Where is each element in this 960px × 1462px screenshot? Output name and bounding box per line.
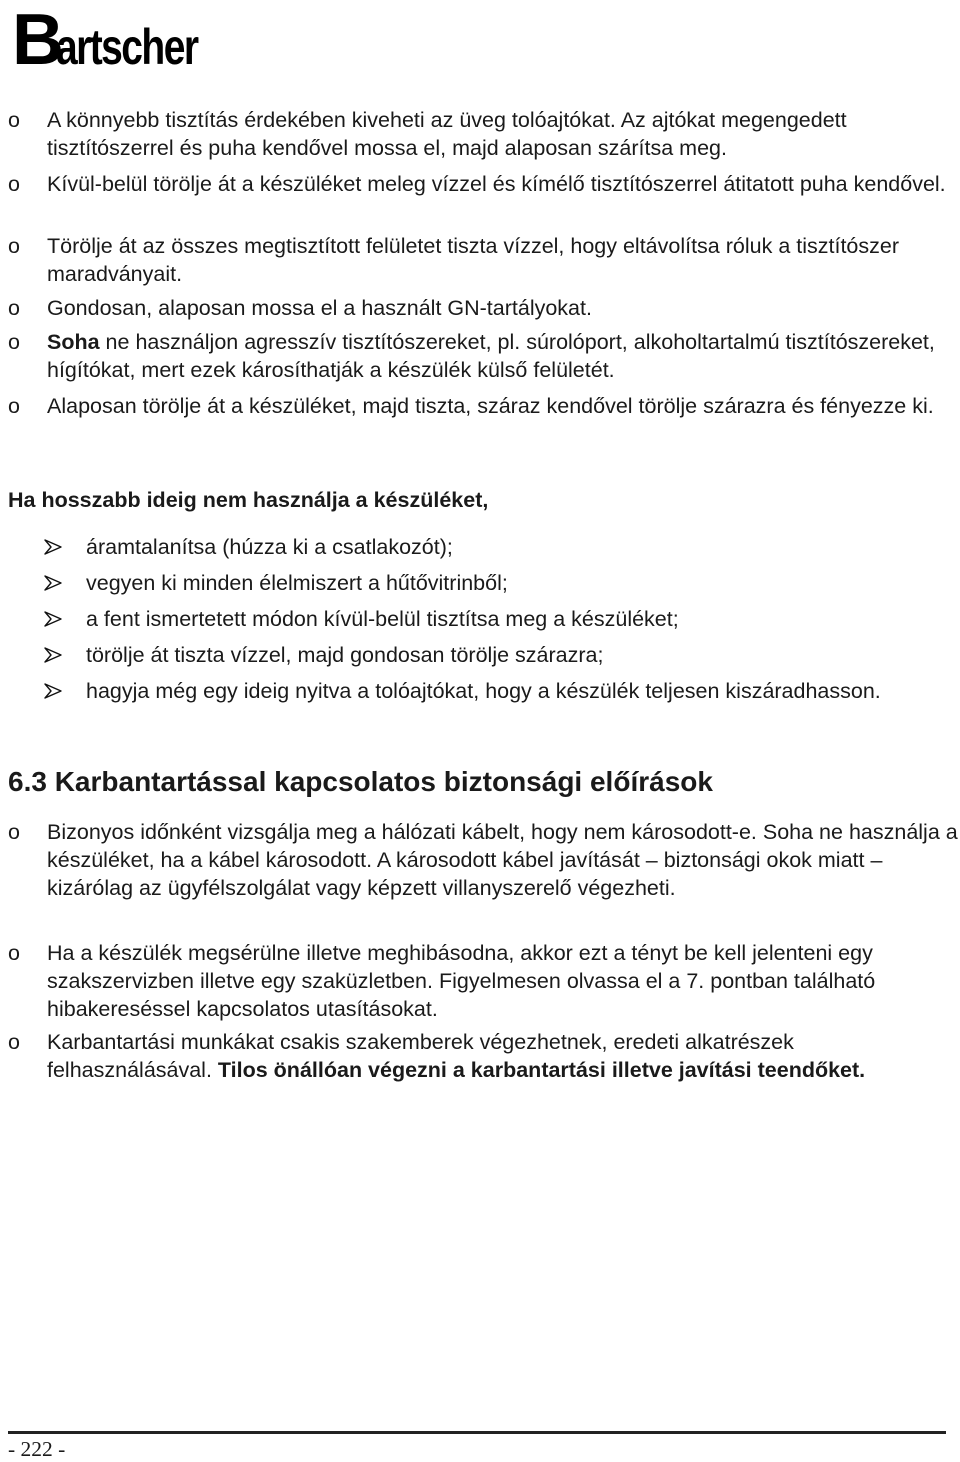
list-item-text: Törölje át az összes megtisztított felületet tiszta vízzel, hogy eltávolítsa róluk a tisztítószer maradványait. bbox=[47, 234, 899, 286]
bullet-marker: o bbox=[8, 394, 20, 418]
bullet-marker: o bbox=[8, 1030, 20, 1054]
bullet-marker: o bbox=[8, 296, 20, 320]
list-item-text: a fent ismertetett módon kívül-belül tisztítsa meg a készüléket; bbox=[86, 607, 679, 631]
arrow-bullet-icon bbox=[44, 539, 62, 555]
list-item-text: Bizonyos időnként vizsgálja meg a hálózati kábelt, hogy nem károsodott-e. Soha ne használja a készüléket, ha a kábel károsodott. A károsodott kábel javítását – biztonsági okok miatt – kizárólag az ügyfélszolgálat vagy képzett villanyszerelő végezheti. bbox=[47, 820, 958, 900]
arrow-bullet-icon bbox=[44, 647, 62, 663]
bullet-marker: o bbox=[8, 941, 20, 965]
bullet-marker: o bbox=[8, 172, 20, 196]
arrow-bullet-icon bbox=[44, 575, 62, 591]
list-item bbox=[8, 818, 958, 939]
bullet-marker: o bbox=[8, 108, 20, 132]
cleaning-list bbox=[8, 106, 958, 452]
list-item bbox=[44, 533, 944, 569]
bullet-marker: o bbox=[8, 820, 20, 844]
list-item bbox=[8, 1028, 958, 1088]
list-item bbox=[44, 569, 944, 605]
arrow-bullet-icon bbox=[44, 683, 62, 699]
page-number: - 222 - bbox=[8, 1437, 66, 1461]
list-item bbox=[44, 677, 944, 705]
logo-initial: B bbox=[12, 0, 62, 80]
logo-wordmark: artscher bbox=[56, 19, 198, 75]
arrow-bullet-icon bbox=[44, 611, 62, 627]
list-item-text: áramtalanítsa (húzza ki a csatlakozót); bbox=[86, 535, 453, 559]
list-item-bold: Soha bbox=[47, 330, 100, 354]
list-item-text: A könnyebb tisztítás érdekében kiveheti az üveg tolóajtókat. Az ajtókat megengedett tisztítószerrel és puha kendővel mossa el, majd alaposan szárítsa meg. bbox=[47, 108, 847, 160]
list-item-text: törölje át tiszta vízzel, majd gondosan törölje szárazra; bbox=[86, 643, 604, 667]
list-item-text: vegyen ki minden élelmiszert a hűtővitrinből; bbox=[86, 571, 508, 595]
list-item bbox=[8, 939, 958, 1028]
list-item bbox=[8, 232, 958, 294]
maintenance-list bbox=[8, 818, 958, 1088]
bartscher-logo bbox=[12, 0, 237, 80]
long-term-list bbox=[44, 533, 944, 705]
section-title: 6.3 Karbantartással kapcsolatos biztonsági előírások bbox=[8, 766, 713, 797]
list-item-text: Karbantartási munkákat csakis szakemberek végezhetnek, eredeti alkatrészek felhasználásával. bbox=[47, 1030, 794, 1082]
bullet-marker: o bbox=[8, 234, 20, 258]
list-item bbox=[8, 294, 958, 328]
list-item bbox=[8, 392, 958, 452]
list-item bbox=[44, 641, 944, 677]
long-term-heading: Ha hosszabb ideig nem használja a készüléket, bbox=[8, 488, 489, 512]
list-item bbox=[8, 170, 958, 232]
list-item-text: Ha a készülék megsérülne illetve meghibásodna, akkor ezt a tényt be kell jelenteni egy szakszervizben illetve egy szaküzletben. Figyelmesen olvassa el a 7. pontban található hibakereséssel kapcsolatos utasításokat. bbox=[47, 941, 876, 1021]
list-item bbox=[44, 605, 944, 641]
list-item-bold: Tilos önállóan végezni a karbantartási illetve javítási teendőket. bbox=[217, 1058, 866, 1082]
list-item-text: ne használjon agresszív tisztítószereket, pl. súrolóport, alkoholtartalmú tisztítószereket, hígítókat, mert ezek károsíthatják a készülék külső felületét. bbox=[47, 330, 935, 382]
bullet-marker: o bbox=[8, 330, 20, 354]
list-item-text: Gondosan, alaposan mossa el a használt GN-tartályokat. bbox=[47, 296, 592, 320]
footer-divider bbox=[8, 1431, 946, 1434]
list-item bbox=[8, 106, 958, 170]
list-item-text: Kívül-belül törölje át a készüléket meleg vízzel és kímélő tisztítószerrel átitatott puha kendővel. bbox=[47, 172, 946, 196]
list-item bbox=[8, 328, 958, 392]
list-item-text: Alaposan törölje át a készüléket, majd tiszta, száraz kendővel törölje szárazra és fényezze ki. bbox=[47, 394, 934, 418]
list-item-text: hagyja még egy ideig nyitva a tolóajtókat, hogy a készülék teljesen kiszáradhasson. bbox=[86, 679, 881, 703]
